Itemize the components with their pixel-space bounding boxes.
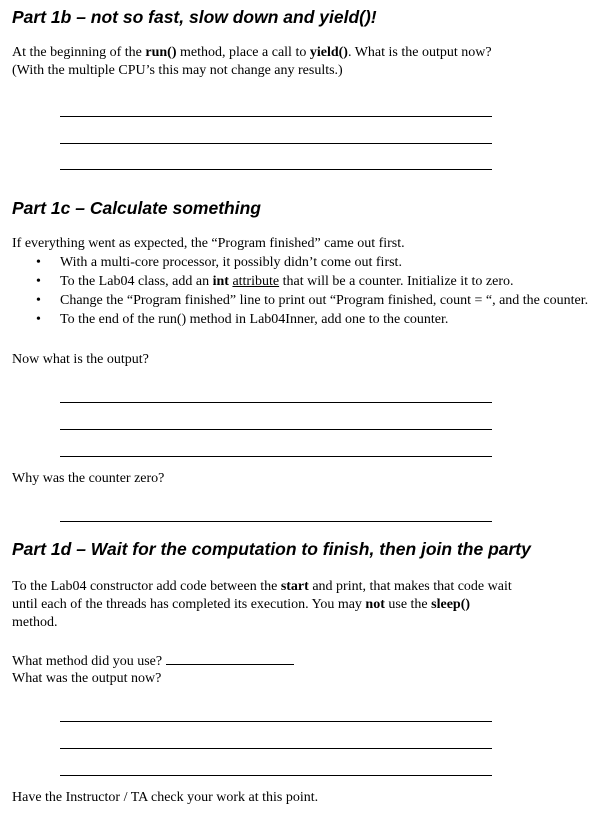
bullet-icon: • [36,255,41,270]
bullet-icon: • [36,293,41,308]
bullet-text: To the Lab04 class, add an [60,274,213,289]
bold-run-method: run() [145,45,177,60]
part-1c-intro: If everything went as expected, the “Program finished” came out first. [12,236,405,251]
answer-line-1d-1 [60,721,492,722]
part-1b-heading: Part 1b – not so fast, slow down and yield()! [12,7,377,27]
part-1d-instruction-line1 [12,578,512,595]
bold-not: not [365,597,385,612]
part-1c-question-output: Now what is the output? [12,352,149,367]
part-1c-heading: Part 1c – Calculate something [12,198,261,218]
question-text: What method did you use? [12,654,163,669]
bullet-icon: • [36,274,41,289]
answer-line-1d-2 [60,748,492,749]
method-answer-line [166,652,294,665]
part-1c-bullet-list [12,254,592,330]
text-run: . What is the output now? [347,45,492,60]
part-1d-heading: Part 1d – Wait for the computation to finish, then join the party [12,539,531,559]
bullet-text: With a multi-core processor, it possibly didn’t come out first. [60,255,402,270]
part-1b-instruction-line1 [12,44,492,61]
underlined-attribute: attribute [232,274,280,289]
answer-line-1d-3 [60,775,492,776]
answer-line-1b-2 [60,143,492,144]
answer-line-1b-1 [60,116,492,117]
bullet-item [12,254,592,271]
bullet-text: that will be a counter. Initialize it to zero. [279,274,514,289]
part-1d-footer: Have the Instructor / TA check your work at this point. [12,790,319,805]
bullet-icon: • [36,312,41,327]
answer-line-1c-4 [60,521,492,522]
bold-sleep-method: sleep() [431,597,471,612]
answer-line-1c-1 [60,402,492,403]
bold-start: start [280,579,309,594]
bold-yield-method: yield() [309,45,348,60]
text-run: use the [384,597,432,612]
bullet-item [12,292,592,309]
text-run: To the Lab04 constructor add code between the [12,579,281,594]
answer-line-1b-3 [60,169,492,170]
bullet-text: Change the “Program finished” line to print out “Program finished, count = “, and the counter. [60,293,589,308]
text-run: At the beginning of the [12,45,146,60]
part-1b-instruction-line2: (With the multiple CPU’s this may not change any results.) [12,63,343,78]
part-1d-question-method [12,652,294,670]
part-1c-question-counter: Why was the counter zero? [12,471,165,486]
part-1d-question-output: What was the output now? [12,671,162,686]
text-run: and print, that makes that code wait [308,579,512,594]
bold-int: int [212,274,229,289]
bullet-item [12,273,592,290]
text-run: until each of the threads has completed its execution. You may [12,597,366,612]
answer-line-1c-2 [60,429,492,430]
text-run: method, place a call to [176,45,310,60]
answer-line-1c-3 [60,456,492,457]
part-1d-instruction-line2 [12,596,470,613]
bullet-text: To the end of the run() method in Lab04Inner, add one to the counter. [60,312,449,327]
bullet-item [12,311,592,328]
part-1d-instruction-line3: method. [12,615,58,630]
